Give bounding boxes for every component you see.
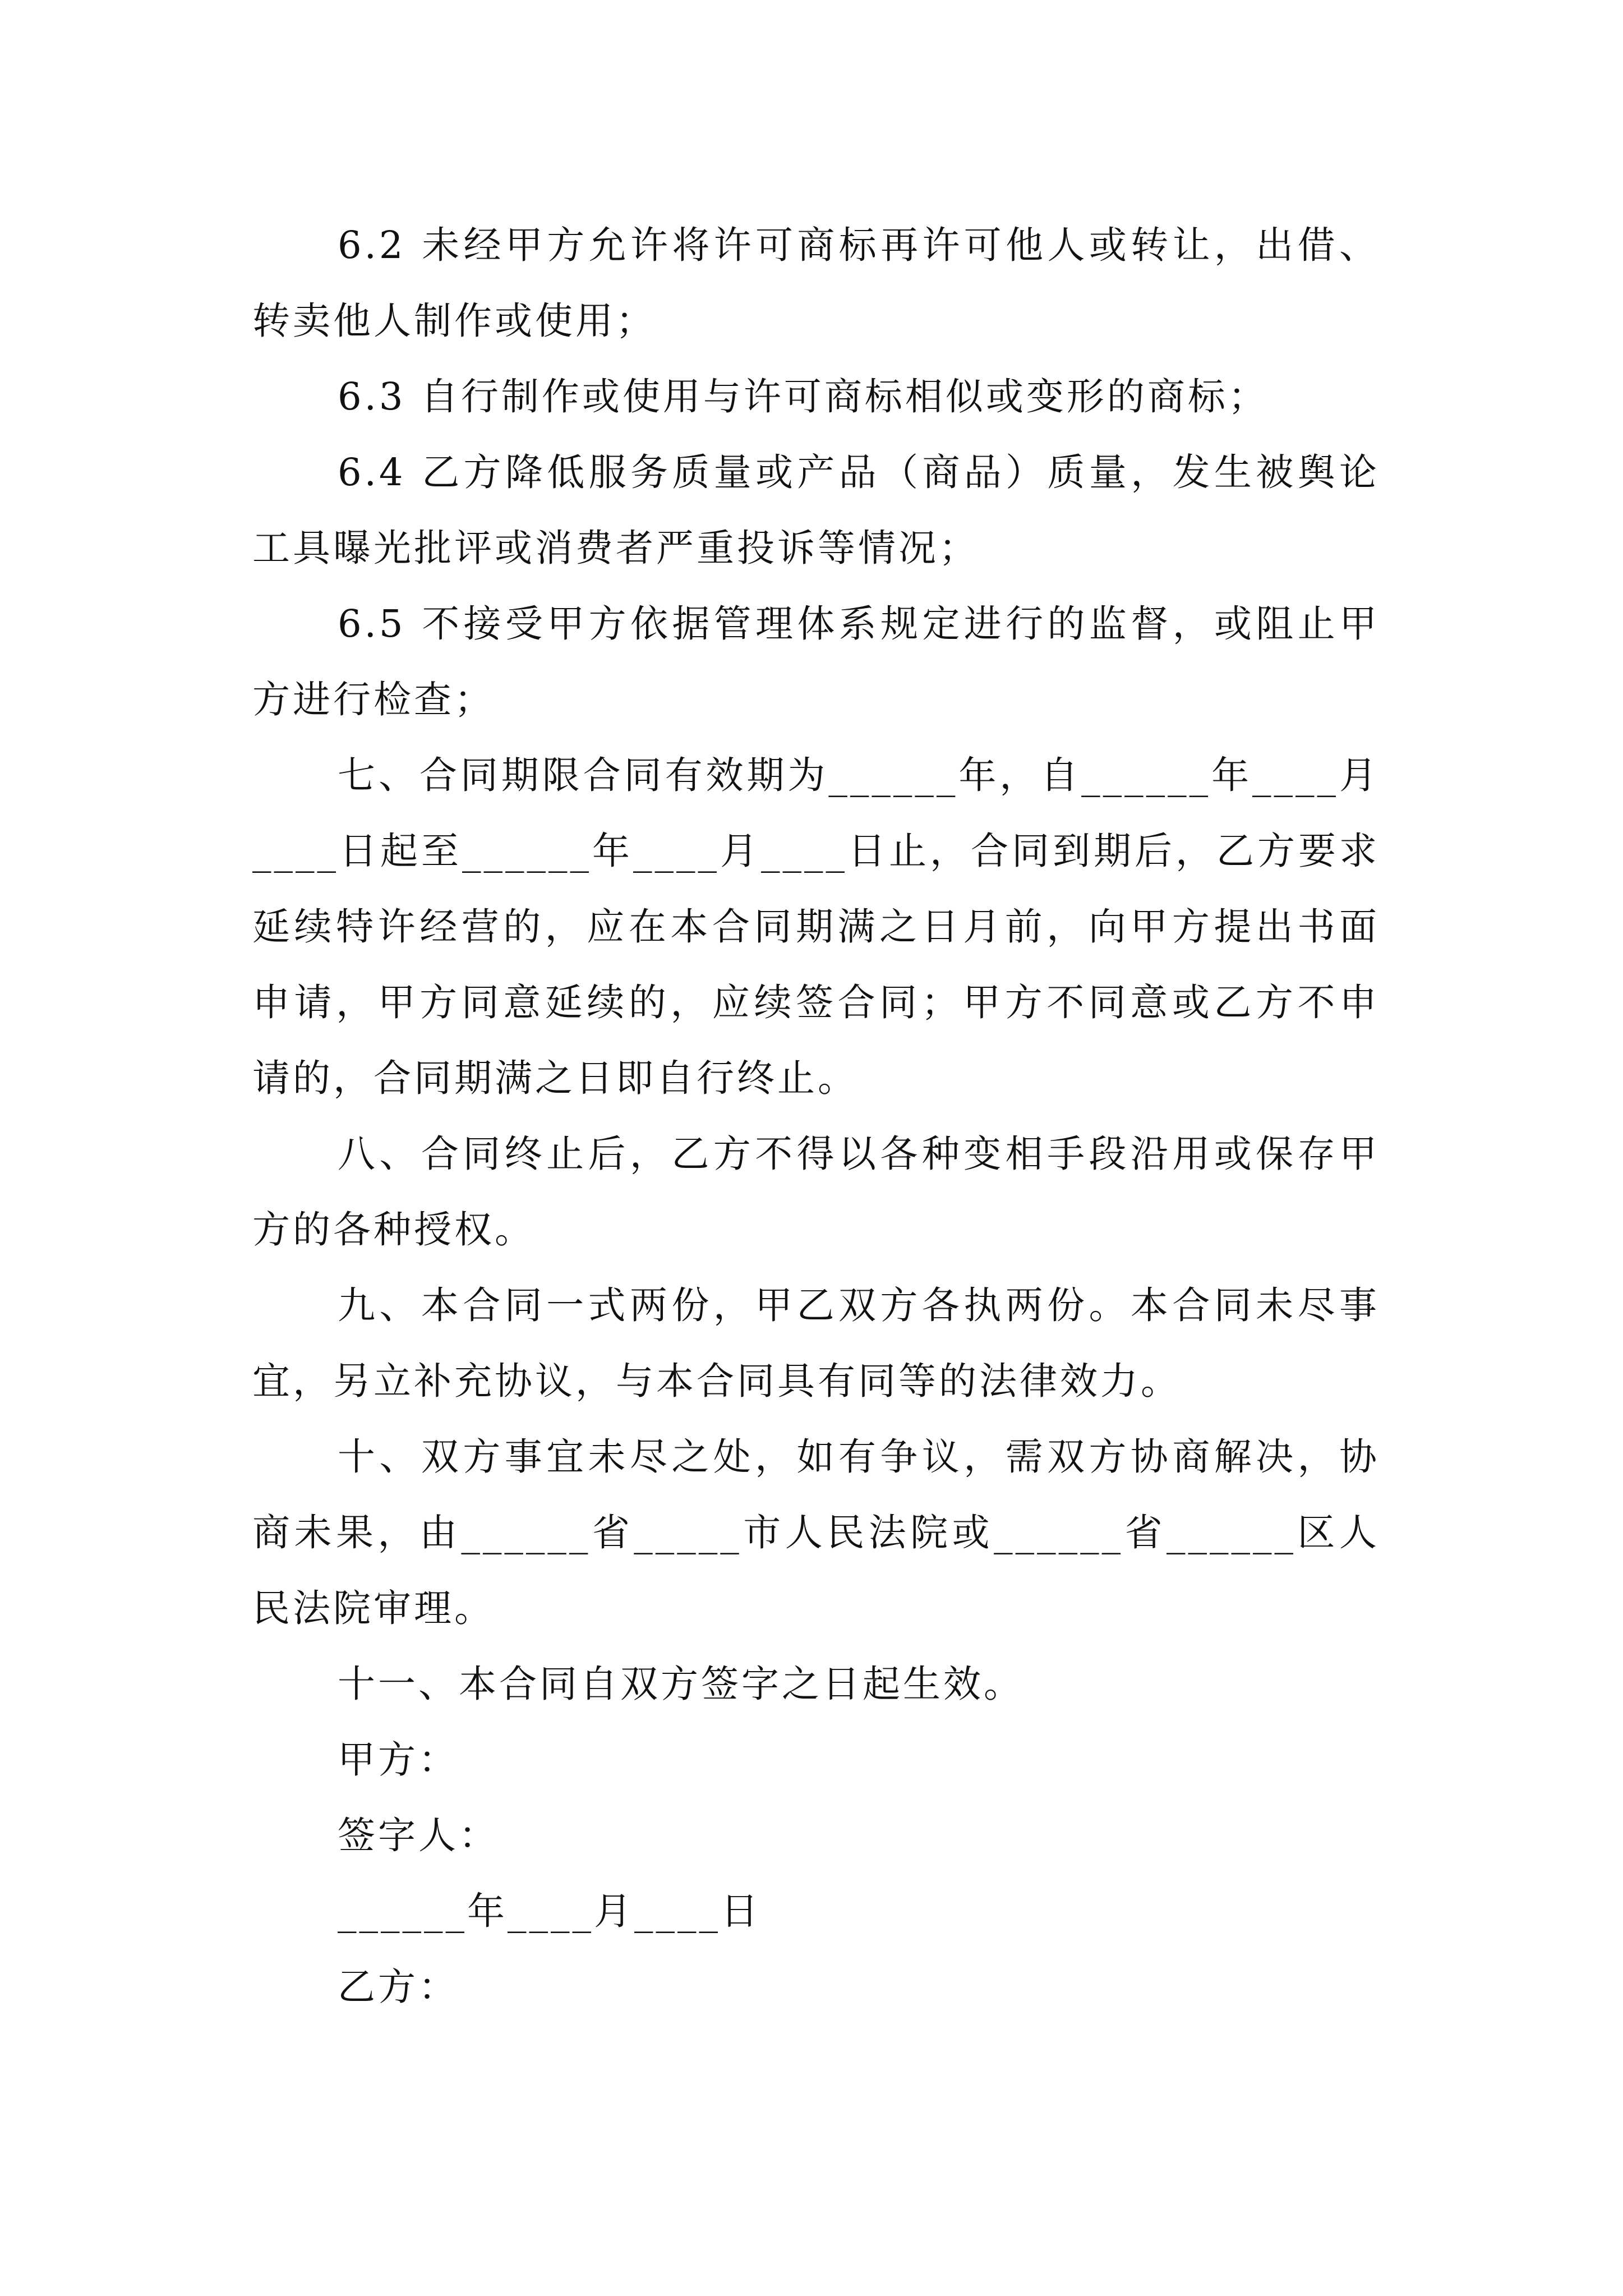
clause-6-5: 6.5 不接受甲方依据管理体系规定进行的监督，或阻止甲方进行检查； [252, 602, 1380, 721]
clause-6-4: 6.4 乙方降低服务质量或产品（商品）质量，发生被舆论工具曝光批评或消费者严重投诉等情况； [252, 450, 1380, 570]
signature-date: ______年____月____日 [338, 1889, 761, 1933]
clause-10-dispute: 十、双方事宜未尽之处，如有争议，需双方协商解决，协商未果，由______省_____市人民法院或______省______区人民法院审理。 [252, 1435, 1380, 1630]
clause-8-termination: 八、合同终止后，乙方不得以各种变相手段沿用或保存甲方的各种授权。 [252, 1132, 1380, 1251]
clause-6-2: 6.2 未经甲方允许将许可商标再许可他人或转让，出借、转卖他人制作或使用； [252, 223, 1380, 343]
clause-9-copies: 九、本合同一式两份，甲乙双方各执两份。本合同未尽事宜，另立补充协议，与本合同具有同等的法律效力。 [252, 1283, 1380, 1403]
party-b-label: 乙方： [338, 1965, 459, 2009]
signer-label: 签字人： [338, 1814, 499, 1857]
party-a-label: 甲方： [338, 1738, 459, 1782]
clause-6-3: 6.3 自行制作或使用与许可商标相似或变形的商标； [338, 375, 1269, 418]
document-body [252, 208, 1380, 2025]
clause-7-contract-term: 七、合同期限合同有效期为______年，自______年____月____日起至______年____月____日止，合同到期后，乙方要求延续特许经营的，应在本合同期满之日月前，向甲方提出书面申请，甲方同意延续的，应续签合同；甲方不同意或乙方不申请的，合同期满之日即自行终止。 [252, 753, 1380, 1100]
clause-11-effective: 十一、本合同自双方签字之日起生效。 [338, 1662, 1024, 1706]
